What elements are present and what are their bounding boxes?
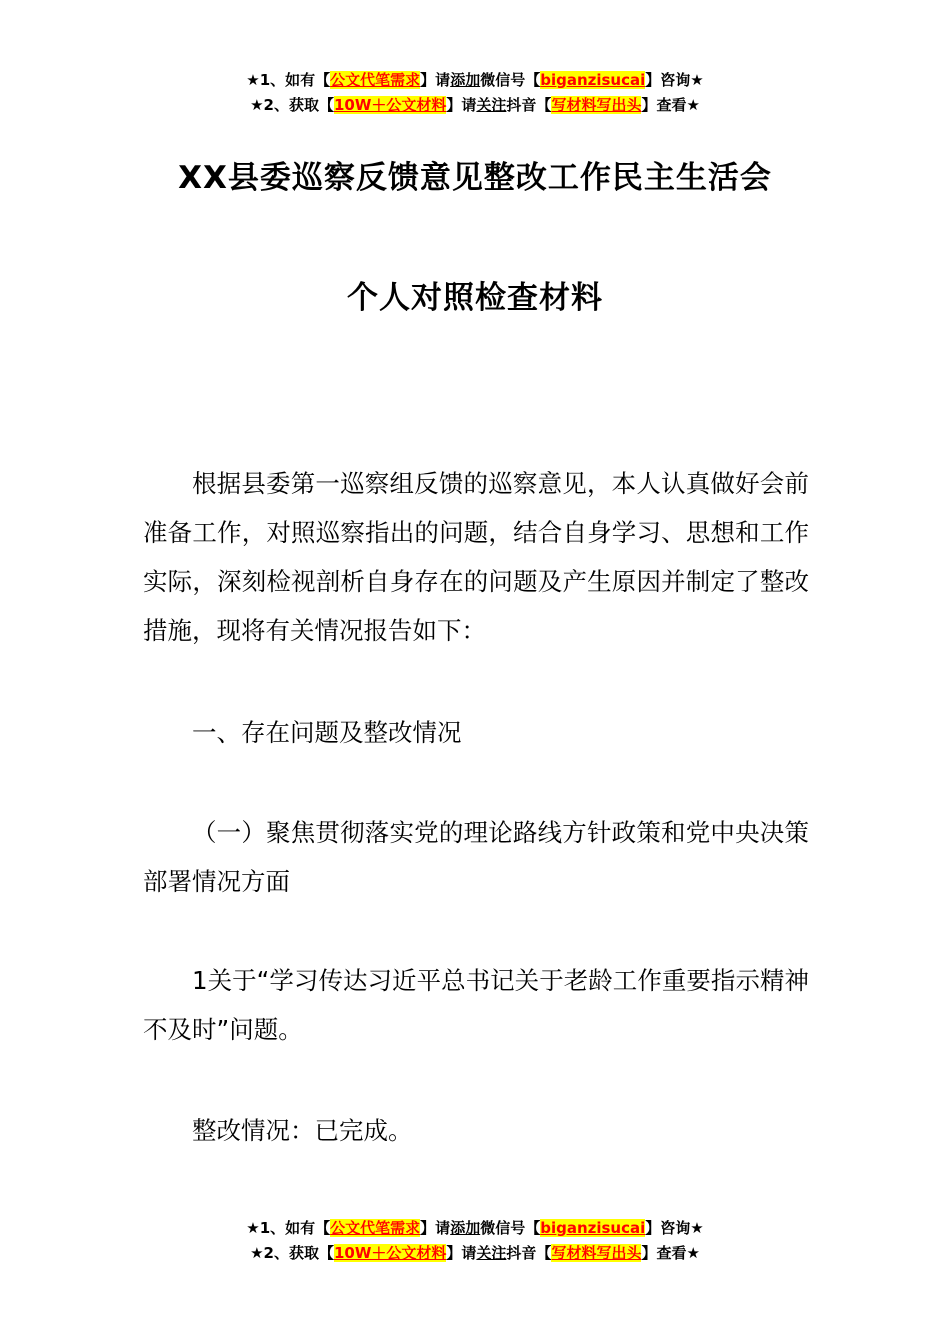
section-heading: 一、存在问题及整改情况	[192, 718, 462, 747]
banner-highlight: 10W＋公文材料	[333, 96, 447, 114]
banner-highlight: 写材料写出头	[551, 1244, 642, 1262]
footer-banner	[0, 1216, 950, 1266]
header-banner	[0, 68, 950, 118]
banner-line-2: ★2、获取【10W＋公文材料】请关注抖音【写材料写出头】查看★	[250, 1244, 700, 1262]
issue-item: 1关于“学习传达习近平总书记关于老龄工作重要指示精神不及时”问题。	[143, 966, 809, 1044]
document-title-line-2: 个人对照检查材料	[347, 280, 603, 316]
banner-highlight: 公文代笔需求	[330, 1219, 421, 1237]
subsection-heading: （一）聚焦贯彻落实党的理论路线方针政策和党中央决策部署情况方面	[143, 818, 809, 896]
banner-highlight: 公文代笔需求	[330, 71, 421, 89]
banner-line-1: ★1、如有【公文代笔需求】请添加微信号【biganzisucai】咨询★	[246, 71, 704, 89]
banner-highlight: 写材料写出头	[551, 96, 642, 114]
banner-highlight: 10W＋公文材料	[333, 1244, 447, 1262]
banner-line-1: ★1、如有【公文代笔需求】请添加微信号【biganzisucai】咨询★	[246, 1219, 704, 1237]
banner-highlight: biganzisucai	[540, 1219, 646, 1237]
intro-paragraph: 根据县委第一巡察组反馈的巡察意见，本人认真做好会前准备工作，对照巡察指出的问题，结合自身学习、思想和工作实际，深刻检视剖析自身存在的问题及产生原因并制定了整改措施，现将有关情况报告如下：	[143, 469, 809, 645]
document-title-line-1: XX县委巡察反馈意见整改工作民主生活会	[178, 160, 772, 196]
banner-highlight: biganzisucai	[540, 71, 646, 89]
banner-line-2: ★2、获取【10W＋公文材料】请关注抖音【写材料写出头】查看★	[250, 96, 700, 114]
rectification-status: 整改情况：已完成。	[192, 1116, 413, 1145]
